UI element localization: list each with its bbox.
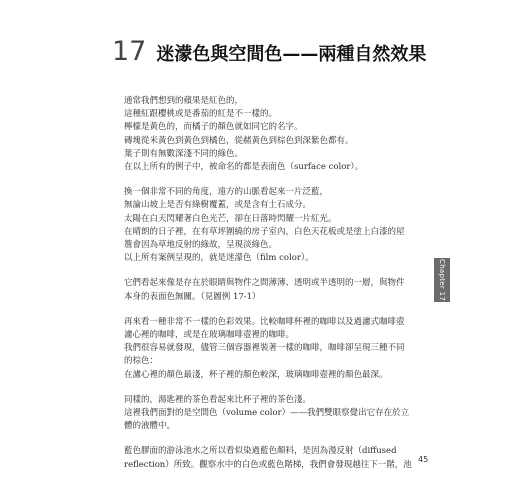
paragraph: [124, 186, 418, 265]
paragraph: [124, 277, 418, 303]
text-line: 換一個非常不同的角度，遠方的山脈看起來一片泛藍，: [124, 187, 329, 198]
chapter-side-tab-label: Chapter 17: [438, 258, 446, 302]
chapter-side-tab: [434, 258, 450, 302]
text-line: 體的液體中。: [124, 421, 176, 432]
text-line: 在晴朗的日子裡，在有草坪圍繞的房子室內，白色天花板或是塗上白漆的屋: [124, 226, 405, 237]
page-number: 45: [418, 455, 429, 464]
text-line: 藍色膠面的游泳池水之所以看似染過藍色顏料，是因為漫反射（diffused: [124, 446, 397, 457]
text-line: 我們很容易就發現，儘管三個容器裡裝著一樣的咖啡，咖啡卻呈現三種不同: [124, 343, 405, 354]
text-line: 簷會因為草地反射的綠故，呈現淡綠色。: [124, 240, 278, 251]
text-line: 太陽在白天閃耀著白色光芒，卻在日落時閃耀一片紅光。: [124, 213, 337, 224]
paragraph: [124, 95, 418, 174]
text-line: 在以上所有的例子中，被命名的都是表面色（surface color）。: [124, 162, 364, 173]
text-line: 磚塊從米黃色到黃色到橘色，從赭黃色到棕色到深紫色都有。: [124, 135, 354, 146]
text-line: 本身的表面色無關。（見圖例 17-1）: [124, 291, 261, 302]
chapter-heading: [112, 36, 426, 67]
paragraph: [124, 316, 418, 382]
chapter-number: 17: [112, 36, 147, 67]
text-line: 的棕色：: [124, 356, 159, 367]
text-line: 在濾心裡的顏色最淺，杯子裡的顏色較深，玻璃咖啡壺裡的顏色最深。: [124, 369, 388, 380]
chapter-title: 迷濛色與空間色——兩種自然效果: [156, 44, 427, 65]
paragraph: [124, 445, 418, 471]
text-line: 無論山坡上是否有綠樹覆蓋，或是含有土石成分。: [124, 200, 312, 211]
text-line: 以上所有案例呈現的，就是迷濛色（film color）。: [124, 253, 314, 264]
text-line: 檸檬是黃色的，而橘子的顏色就如同它的名字。: [124, 122, 303, 133]
paragraph: [124, 394, 418, 434]
body-text: [124, 95, 418, 484]
text-line: 葉子則有無數深淺不同的綠色。: [124, 148, 244, 159]
text-line: 濾心裡的咖啡，或是在玻璃咖啡壺裡的咖啡。: [124, 330, 295, 341]
text-line: 它們看起來像是存在於眼睛與物件之間薄薄、透明或半透明的一層，與物件: [124, 278, 405, 289]
text-line: 同樣的，湯匙裡的茶色看起來比杯子裡的茶色淺。: [124, 394, 312, 405]
text-line: 這種紅跟櫻桃或是番茄的紅是不一樣的。: [124, 109, 278, 120]
text-line: 這裡我們面對的是空間色（volume color）——我們雙眼察覺出它存在於立: [124, 408, 410, 419]
text-line: 再來看一種非常不一樣的色彩效果。比較咖啡杯裡的咖啡以及過濾式咖啡壺: [124, 316, 405, 327]
text-line: reflection）所致。觀察水中的白色或藍色階梯，我們會發現越往下一階，池: [124, 459, 412, 470]
text-line: 通常我們想到的蘋果是紅色的，: [124, 96, 244, 106]
